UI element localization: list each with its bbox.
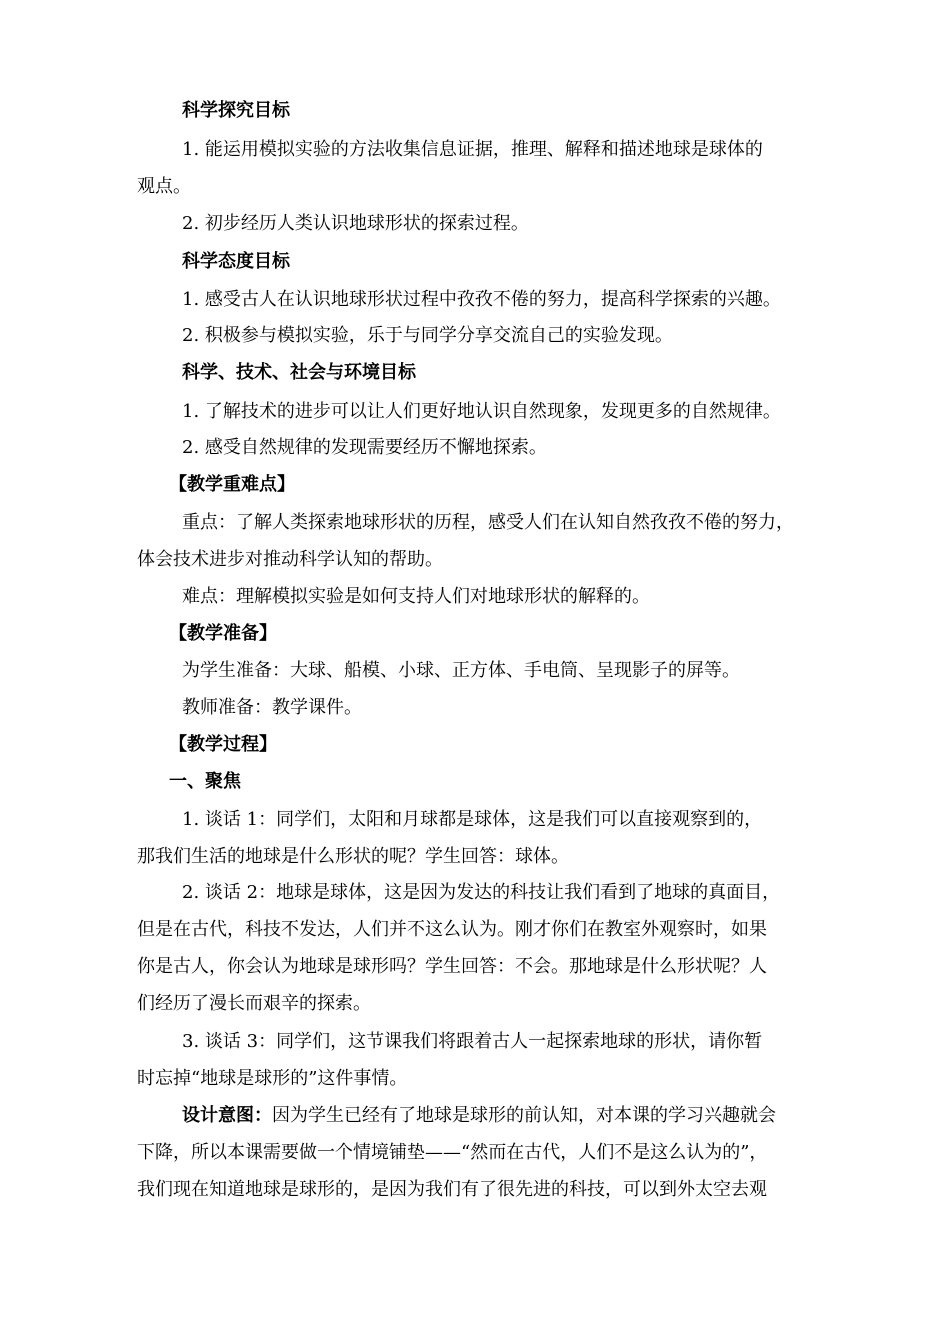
teacher-preparation: 教师准备：教学课件。 bbox=[182, 697, 362, 718]
stse-goal-heading: 科学、技术、社会与环境目标 bbox=[182, 362, 416, 383]
attitude-goal-item-2: 2. 积极参与模拟实验，乐于与同学分享交流自己的实验发现。 bbox=[182, 325, 673, 346]
talk-3-line-2: 时忘掉“地球是球形的”这件事情。 bbox=[137, 1068, 408, 1089]
talk-2-line-3: 你是古人，你会认为地球是球形吗？学生回答：不会。那地球是什么形状呢？人 bbox=[137, 956, 767, 977]
design-intent-line-2: 下降，所以本课需要做一个情境铺垫——“然而在古代，人们不是这么认为的”， bbox=[137, 1142, 768, 1163]
inquiry-goal-heading: 科学探究目标 bbox=[182, 100, 290, 121]
student-preparation: 为学生准备：大球、船模、小球、正方体、手电筒、呈现影子的屏等。 bbox=[182, 660, 740, 681]
talk-1-line-2: 那我们生活的地球是什么形状的呢？学生回答：球体。 bbox=[137, 846, 569, 867]
talk-2-line-2: 但是在古代，科技不发达，人们并不这么认为。刚才你们在教室外观察时，如果 bbox=[137, 919, 767, 940]
inquiry-goal-item-1-line-1: 1. 能运用模拟实验的方法收集信息证据，推理、解释和描述地球是球体的 bbox=[182, 139, 763, 160]
process-heading: 【教学过程】 bbox=[169, 734, 277, 755]
design-intent-text: 因为学生已经有了地球是球形的前认知，对本课的学习兴趣就会 bbox=[272, 1105, 776, 1126]
key-points-heading: 【教学重难点】 bbox=[169, 474, 295, 495]
inquiry-goal-item-2: 2. 初步经历人类认识地球形状的探索过程。 bbox=[182, 213, 529, 234]
talk-2-line-4: 们经历了漫长而艰辛的探索。 bbox=[137, 993, 371, 1014]
difficult-point: 难点：理解模拟实验是如何支持人们对地球形状的解释的。 bbox=[182, 586, 650, 607]
talk-1-line-1: 1. 谈话 1：同学们，太阳和月球都是球体，这是我们可以直接观察到的， bbox=[182, 809, 763, 830]
talk-2-line-1: 2. 谈话 2：地球是球体，这是因为发达的科技让我们看到了地球的真面目， bbox=[182, 882, 781, 903]
attitude-goal-item-1: 1. 感受古人在认识地球形状过程中孜孜不倦的努力，提高科学探索的兴趣。 bbox=[182, 289, 781, 310]
design-intent-line-1 bbox=[0, 1104, 950, 1128]
focus-heading: 一、聚焦 bbox=[169, 771, 241, 792]
inquiry-goal-item-1-line-2: 观点。 bbox=[137, 176, 191, 197]
talk-3-line-1: 3. 谈话 3：同学们，这节课我们将跟着古人一起探索地球的形状，请你暂 bbox=[182, 1031, 763, 1052]
stse-goal-item-2: 2. 感受自然规律的发现需要经历不懈地探索。 bbox=[182, 437, 547, 458]
design-intent-label: 设计意图： bbox=[182, 1105, 272, 1126]
preparation-heading: 【教学准备】 bbox=[169, 623, 277, 644]
design-intent-line-3: 我们现在知道地球是球形的，是因为我们有了很先进的科技，可以到外太空去观 bbox=[137, 1179, 767, 1200]
key-point-line-1: 重点：了解人类探索地球形状的历程，感受人们在认知自然孜孜不倦的努力， bbox=[182, 512, 794, 533]
stse-goal-item-1: 1. 了解技术的进步可以让人们更好地认识自然现象，发现更多的自然规律。 bbox=[182, 401, 781, 422]
attitude-goal-heading: 科学态度目标 bbox=[182, 251, 290, 272]
key-point-line-2: 体会技术进步对推动科学认知的帮助。 bbox=[137, 549, 443, 570]
